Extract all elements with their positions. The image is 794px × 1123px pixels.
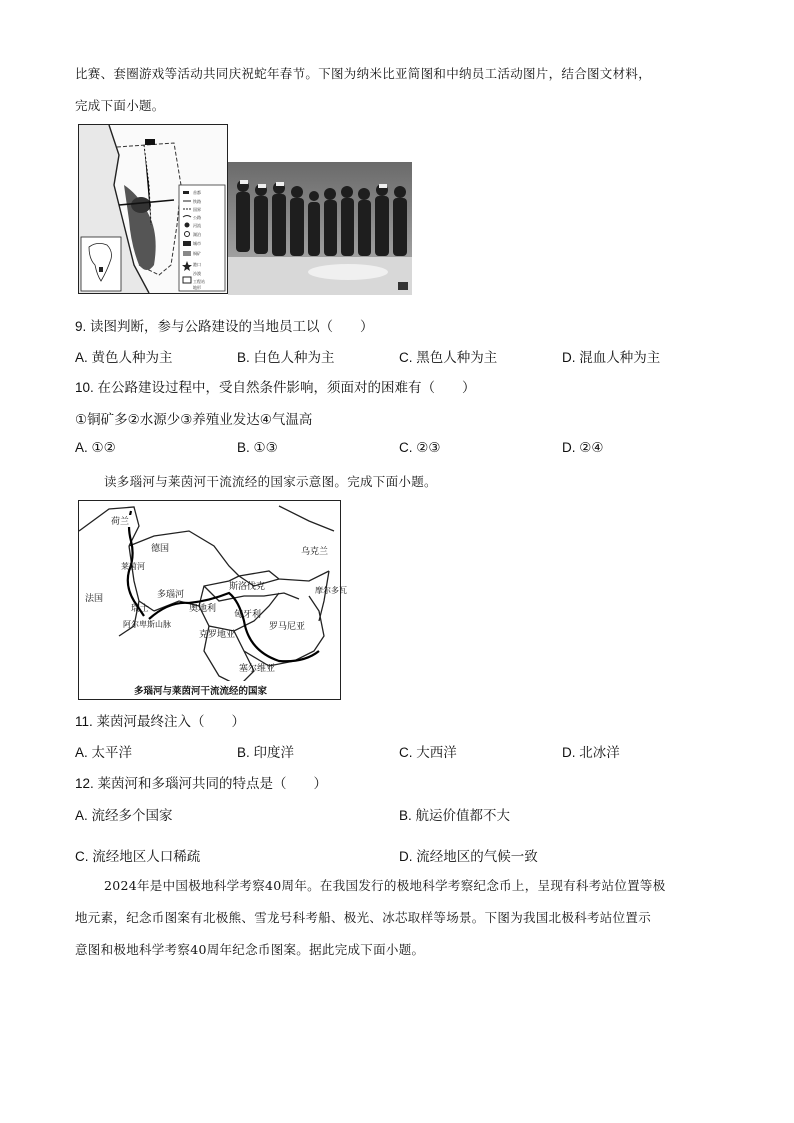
label-germany: 德国 [151, 544, 170, 554]
label-slovakia: 斯洛伐克 [229, 582, 266, 592]
map-caption: 多瑙河与莱茵河干流流经的国家 [134, 686, 268, 697]
label-croatia: 克罗地亚 [199, 630, 236, 640]
intro-text-line: 2024年是中国极地科学考察40周年。在我国发行的极地科学考察纪念币上，呈现有科考站位置等极 [104, 878, 666, 893]
label-danube: 多瑙河 [157, 590, 185, 600]
legend-label: 沙漠 [193, 271, 201, 276]
q10-option-b[interactable]: B. ①③ [237, 440, 278, 455]
legend-label: 湖泊 [193, 232, 201, 237]
intro-text-line: 比赛、套圈游戏等活动共同庆祝蛇年春节。下图为纳米比亚简图和中纳员工活动图片，结合图文材料， [75, 66, 652, 81]
label-austria: 奥地利 [189, 604, 217, 614]
label-romania: 罗马尼亚 [269, 622, 306, 632]
q12-option-c[interactable]: C. 流经地区人口稀疏 [75, 849, 201, 864]
label-switzerland: 瑞士 [131, 604, 150, 614]
label-moldova: 摩尔多瓦 [315, 586, 347, 595]
label-serbia: 塞尔维亚 [239, 664, 276, 674]
q12-option-d[interactable]: D. 流经地区的气候一致 [399, 849, 538, 864]
q11-option-b[interactable]: B. 印度洋 [237, 745, 295, 760]
label-alps: 阿尔卑斯山脉 [123, 620, 171, 629]
q9-option-a[interactable]: A. 黄色人种为主 [75, 350, 173, 365]
intro-text-line: 地元素，纪念币图案有北极熊、雪龙号科考船、极光、冰芯取样等场景。下图为我国北极科考站位置示 [75, 910, 652, 925]
legend-label: 城市 [193, 241, 201, 246]
q9-option-d[interactable]: D. 混血人种为主 [562, 350, 661, 365]
legend-label: 工程站 [193, 279, 205, 284]
workers-activity-photo [228, 162, 412, 295]
question-10-items: ①铜矿多②水源少③养殖业发达④气温高 [75, 412, 313, 427]
question-12-stem: 12. 莱茵河和多瑙河共同的特点是（ ） [75, 776, 328, 791]
question-10-stem: 10. 在公路建设过程中，受自然条件影响，须面对的困难有（ ） [75, 380, 476, 395]
q11-option-c[interactable]: C. 大西洋 [399, 745, 457, 760]
label-rhine: 莱茵河 [121, 562, 145, 571]
legend-label: 首都 [193, 190, 201, 195]
q11-option-a[interactable]: A. 太平洋 [75, 745, 133, 760]
namibia-map [78, 124, 228, 294]
legend-label: 地形 [193, 285, 201, 290]
label-hungary: 匈牙利 [234, 610, 262, 620]
intro-text-line: 读多瑙河与莱茵河干流流经的国家示意图。完成下面小题。 [104, 474, 437, 489]
label-ukraine: 乌克兰 [301, 547, 329, 557]
legend-label: 公路 [193, 215, 201, 220]
question-11-stem: 11. 莱茵河最终注入（ ） [75, 714, 246, 729]
intro-text-line: 意图和极地科学考察40周年纪念币图案。据此完成下面小题。 [75, 942, 425, 957]
legend-label: 国界 [193, 207, 201, 212]
rhine-danube-map [78, 500, 347, 700]
legend-label: 铁路 [193, 199, 201, 204]
label-france: 法国 [85, 594, 104, 604]
q10-option-d[interactable]: D. ②④ [562, 440, 604, 455]
q10-option-a[interactable]: A. ①② [75, 440, 116, 455]
question-9-stem: 9. 读图判断，参与公路建设的当地员工以（ ） [75, 319, 374, 334]
legend-label: 铜矿 [193, 251, 201, 256]
q12-option-b[interactable]: B. 航运价值都不大 [399, 808, 511, 823]
label-netherlands: 荷兰 [111, 517, 130, 527]
q12-option-a[interactable]: A. 流经多个国家 [75, 808, 173, 823]
legend-label: 河流 [193, 223, 201, 228]
q11-option-d[interactable]: D. 北冰洋 [562, 745, 620, 760]
q9-option-b[interactable]: B. 白色人种为主 [237, 350, 335, 365]
q9-option-c[interactable]: C. 黑色人种为主 [399, 350, 498, 365]
q10-option-c[interactable]: C. ②③ [399, 440, 441, 455]
legend-label: 港口 [193, 262, 201, 267]
intro-text-line: 完成下面小题。 [75, 98, 165, 113]
